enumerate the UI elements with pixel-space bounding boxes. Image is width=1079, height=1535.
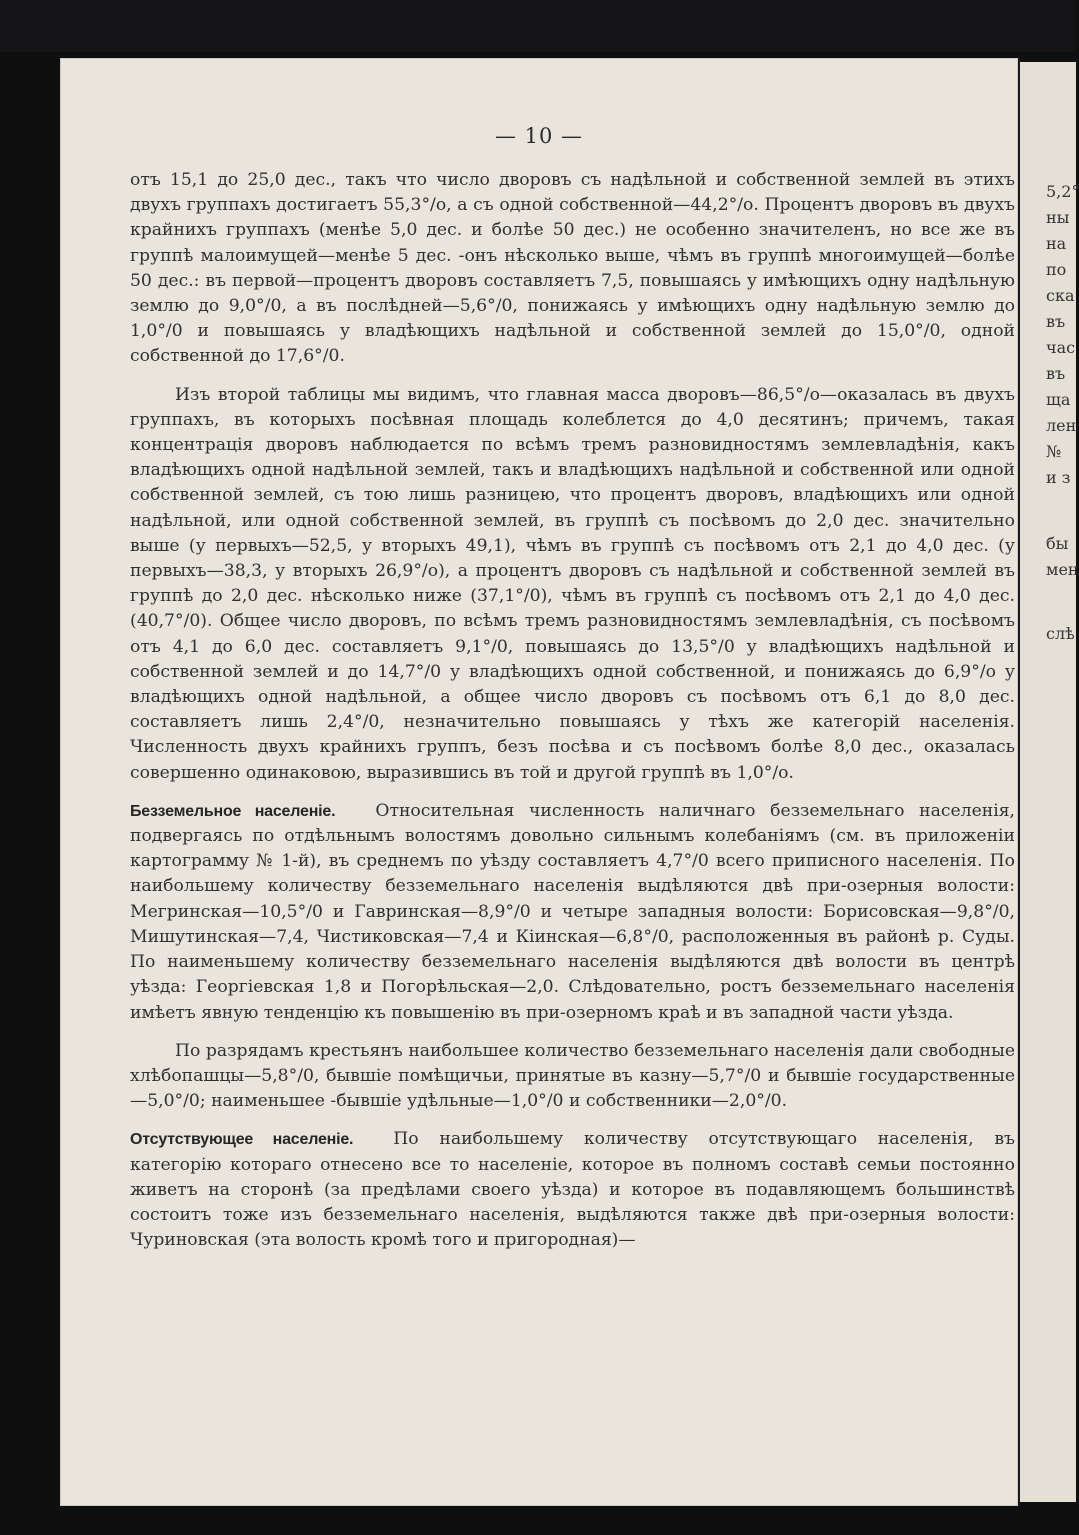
facing-page-fragment: № <box>1046 442 1062 461</box>
section-absent-population <box>130 1127 1015 1253</box>
section-text-landless: Относительная численность наличнаго безземельнаго населенія, подвергаясь по отдѣльнымъ волостямъ довольно сильнымъ колебаніямъ (см. въ приложеніи картограмму № 1-й), въ среднемъ по уѣзду составляетъ 4,7°/0 всего приписного населенія. По наибольшему количеству безземельнаго населенія выдѣляются двѣ при-озерныя волости: Мегринская—10,5°/0 и Гавринская—8,9°/0 и четыре западныя волости: Борисовская—9,8°/0, Мишутинская—7,4, Чистиковская—7,4 и Кіинская—6,8°/0, расположенныя въ районѣ р. Суды. По наименьшему количеству безземельнаго населенія выдѣляются двѣ волости въ центрѣ уѣзда: Георгіевская 1,8 и Погорѣльская—2,0. Слѣдовательно, ростъ безземельнаго населенія имѣетъ явную тенденцію къ повышенію въ при-озерномъ краѣ и въ западной части уѣзда. <box>130 800 1016 1023</box>
facing-page-fragment: ща <box>1046 390 1071 409</box>
body-text <box>130 168 1015 1266</box>
facing-page-fragment: ска <box>1046 286 1075 305</box>
page-number: — 10 — <box>494 124 584 148</box>
facing-page-fragment: въ <box>1046 364 1066 383</box>
scan-background-top <box>0 0 1076 52</box>
section-landless-population <box>130 799 1015 1026</box>
facing-page-fragment: въ <box>1046 312 1066 331</box>
facing-page-fragment: 5,2° <box>1046 182 1079 201</box>
facing-page-fragment: час <box>1046 338 1076 357</box>
section-heading-landless: Безземельное населеніе. <box>130 802 336 820</box>
facing-page-fragment: и з <box>1046 468 1071 487</box>
paragraph-land-groups: отъ 15,1 до 25,0 дес., такъ что число дворовъ съ надѣльной и собственной землей въ этихъ двухъ группахъ достигаетъ 55,3°/о, а съ одной собственной—44,2°/о. Процентъ дворовъ въ двухъ крайнихъ группахъ (менѣе 5,0 дес. и болѣе 50 дес.) не особенно значителенъ, но все же въ группѣ малоимущей—менѣе 5 дес. -онъ нѣсколько выше, чѣмъ въ группѣ многоимущей—болѣе 50 дес.: въ первой—процентъ дворовъ составляетъ 7,5, повышаясь у имѣющихъ одну надѣльную землю до 9,0°/0, а въ послѣдней—5,6°/0, понижаясь у имѣющихъ одну надѣльную землю до 1,0°/0 и повышаясь у владѣющихъ надѣльной и собственной землей до 15,0°/0, одной собственной до 17,6°/0. <box>130 170 1015 367</box>
facing-page-fragment: мен <box>1046 560 1079 579</box>
facing-page-fragment: лен <box>1046 416 1077 435</box>
facing-page-fragment: ны <box>1046 208 1070 227</box>
paragraph-peasant-categories: По разрядамъ крестьянъ наибольшее количество безземельнаго населенія дали свободные хлѣбопашцы—5,8°/0, бывшіе помѣщичьи, принятые въ казну—5,7°/0 и бывшіе государственные—5,0°/0; наименьшее -бывшіе удѣльные—1,0°/0 и собственники—2,0°/0. <box>130 1040 1015 1112</box>
facing-page-fragment: бы <box>1046 534 1069 553</box>
section-heading-absent: Отсутствующее населеніе. <box>130 1131 354 1149</box>
paragraph-sowing-area: Изъ второй таблицы мы видимъ, что главная масса дворовъ—86,5°/о—оказалась въ двухъ группахъ, въ которыхъ посѣвная площадь колеблется до 4,0 десятинъ; причемъ, такая концентрація дворовъ наблюдается по всѣмъ тремъ разновидностямъ землевладѣнія, какъ владѣющихъ одной надѣльной землей, такъ и владѣющихъ надѣльной и собственной или одной собственной землей, съ тою лишь разницею, что процентъ дворовъ, владѣющихъ или одной надѣльной, или одной собственной землей, въ группѣ съ посѣвомъ до 2,0 дес. значительно выше (у первыхъ—52,5, у вторыхъ 49,1), чѣмъ въ группѣ съ посѣвомъ отъ 2,1 до 4,0 дес. (у первыхъ—38,3, у вторыхъ 26,9°/о), а процентъ дворовъ съ надѣльной и собственной землей въ группѣ до 2,0 дес. нѣсколько ниже (37,1°/0), чѣмъ въ группѣ съ посѣвомъ отъ 2,1 до 4,0 дес. (40,7°/0). Общее число дворовъ, по всѣмъ тремъ разновидностямъ землевладѣнія, съ посѣвомъ отъ 4,1 до 6,0 дес. составляетъ 9,1°/0, повышаясь до 13,5°/0 у владѣющихъ надѣльной и собственной землей и до 14,7°/0 у владѣющихъ одной собственной, и понижаясь до 6,9°/о у владѣющихъ одной надѣльной, а общее число дворовъ съ посѣвомъ отъ 6,1 до 8,0 дес. составляетъ лишь 2,4°/0, незначительно повышаясь у тѣхъ же категорій населенія. Численность двухъ крайнихъ группъ, безъ посѣва и съ посѣвомъ болѣе 8,0 дес., оказалась совершенно одинаковою, выразившись въ той и другой группѣ въ 1,0°/о. <box>130 384 1015 783</box>
facing-page-fragment: по <box>1046 260 1067 279</box>
facing-page-edge <box>1018 62 1079 1502</box>
facing-page-fragment: на <box>1046 234 1067 253</box>
facing-page-fragment: слѣ <box>1046 624 1075 643</box>
document-page <box>60 58 1018 1506</box>
section-text-absent: По наибольшему количеству отсутствующаго населенія, въ категорію котораго отнесено все то населеніе, которое въ полномъ составѣ семьи постоянно живетъ на сторонѣ (за предѣлами своего уѣзда) и которое въ подавляющемъ большинствѣ состоитъ тоже изъ безземельнаго населенія, выдѣляются также двѣ при-озерныя волости: Чуриновская (эта волость кромѣ того и пригородная)— <box>130 1129 1015 1251</box>
